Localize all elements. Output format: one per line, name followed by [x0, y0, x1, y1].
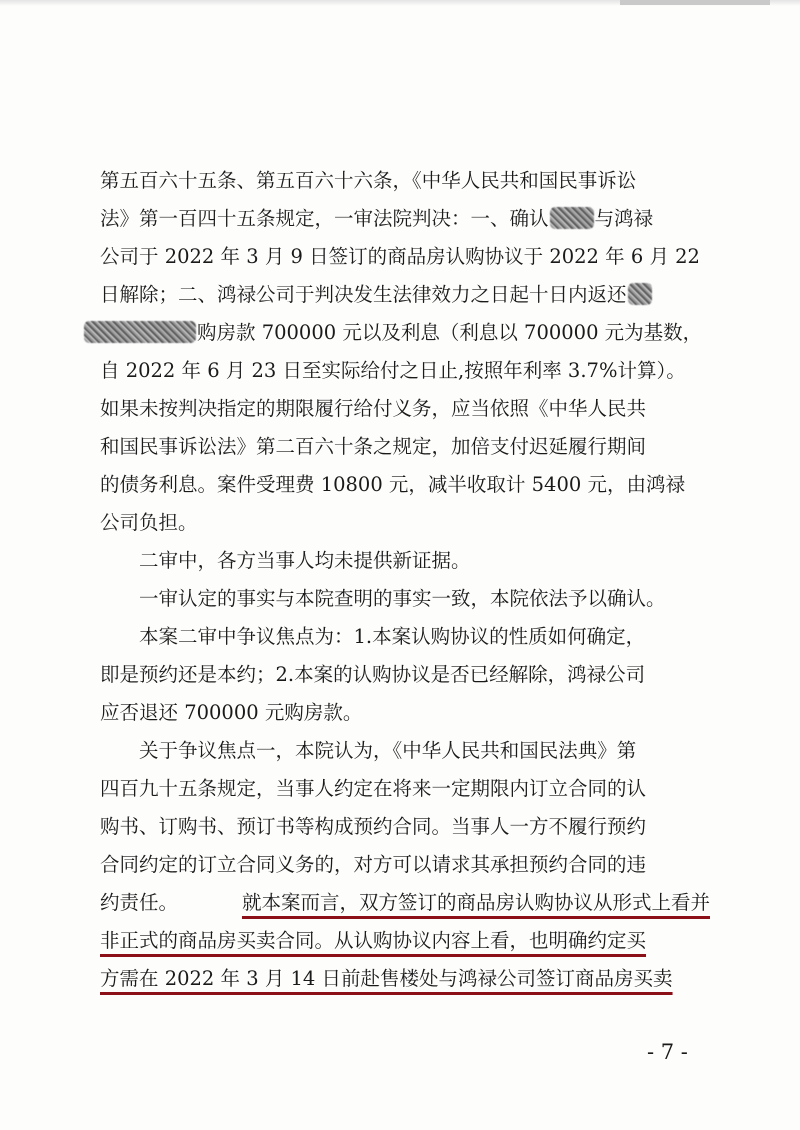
- text-line: [100, 390, 710, 428]
- line-text: 如果未按判决指定的期限履行给付义务，应当依照《中华人民共: [100, 397, 647, 420]
- text-line: [100, 238, 710, 276]
- text-line: [100, 314, 710, 352]
- text-line: [100, 694, 710, 732]
- text-line: [100, 352, 710, 390]
- text-line: [100, 732, 710, 770]
- text-line: [100, 162, 710, 200]
- line-text: 自 2022 年 6 月 23 日至实际给付之日止,按照年利率 3.7%计算）。: [100, 359, 686, 382]
- line-text: 日解除；二、鸿禄公司于判决发生法律效力之日起十日内返还: [100, 283, 627, 306]
- line-text: 法》第一百四十五条规定，一审法院判决：一、确认: [100, 207, 549, 230]
- text-line: [100, 884, 710, 922]
- page-number: - 7 -: [647, 1040, 688, 1064]
- scan-mark: [620, 0, 770, 5]
- line-text: 合同约定的订立合同义务的，对方可以请求其承担预约合同的违: [100, 853, 647, 876]
- line-text: 应否退还 700000 元购房款。: [100, 701, 363, 724]
- text-line: [100, 466, 710, 504]
- line-text: 购书、订购书、预订书等构成预约合同。当事人一方不履行预约: [100, 815, 647, 838]
- line-text: 一审认定的事实与本院查明的事实一致，本院依法予以确认。: [139, 587, 666, 610]
- underlined-text: 方需在 2022 年 3 月 14 日前赴售楼处与鸿禄公司签订商品房买卖: [100, 967, 673, 990]
- redacted-name: [628, 283, 652, 305]
- line-text: 关于争议焦点一，本院认为，《中华人民共和国民法典》第: [139, 739, 637, 762]
- line-text: 约责任。: [100, 891, 179, 914]
- text-line: [100, 580, 710, 618]
- text-line: [100, 542, 710, 580]
- line-text: 第五百六十五条、第五百六十六条，《中华人民共和国民事诉讼: [100, 169, 637, 192]
- text-line: [100, 960, 710, 998]
- redacted-name: [550, 207, 594, 229]
- underlined-text: 就本案而言，双方签订的商品房认购协议从形式上看并: [241, 891, 710, 914]
- line-text: 和国民事诉讼法》第二百六十条之规定，加倍支付迟延履行期间: [100, 435, 647, 458]
- text-line: [100, 656, 710, 694]
- line-text: 公司于 2022 年 3 月 9 日签订的商品房认购协议于 2022 年 6 月 22: [100, 245, 700, 268]
- line-text: 二审中，各方当事人均未提供新证据。: [139, 549, 471, 572]
- judgment-text: [100, 162, 710, 998]
- underlined-text: 非正式的商品房买卖合同。从认购协议内容上看，也明确约定买: [100, 929, 647, 952]
- line-text: 本案二审中争议焦点为：1.本案认购协议的性质如何确定，: [139, 625, 646, 648]
- line-text: 即是预约还是本约；2.本案的认购协议是否已经解除，鸿禄公司: [100, 663, 646, 686]
- redacted-name: [84, 321, 196, 343]
- text-line: [100, 770, 710, 808]
- line-text: 公司负担。: [100, 511, 198, 534]
- text-line: [100, 618, 710, 656]
- line-text: 四百九十五条规定，当事人约定在将来一定期限内订立合同的认: [100, 777, 647, 800]
- text-line: [100, 504, 710, 542]
- line-text: 的债务利息。案件受理费 10800 元，减半收取计 5400 元，由鸿禄: [100, 473, 685, 496]
- text-line: [100, 808, 710, 846]
- text-line: [100, 200, 710, 238]
- text-line: [100, 846, 710, 884]
- line-text: 购房款 700000 元以及利息（利息以 700000 元为基数，: [197, 321, 703, 344]
- text-line: [100, 276, 710, 314]
- text-line: [100, 428, 710, 466]
- line-text: 与鸿禄: [594, 207, 654, 230]
- text-line: [100, 922, 710, 960]
